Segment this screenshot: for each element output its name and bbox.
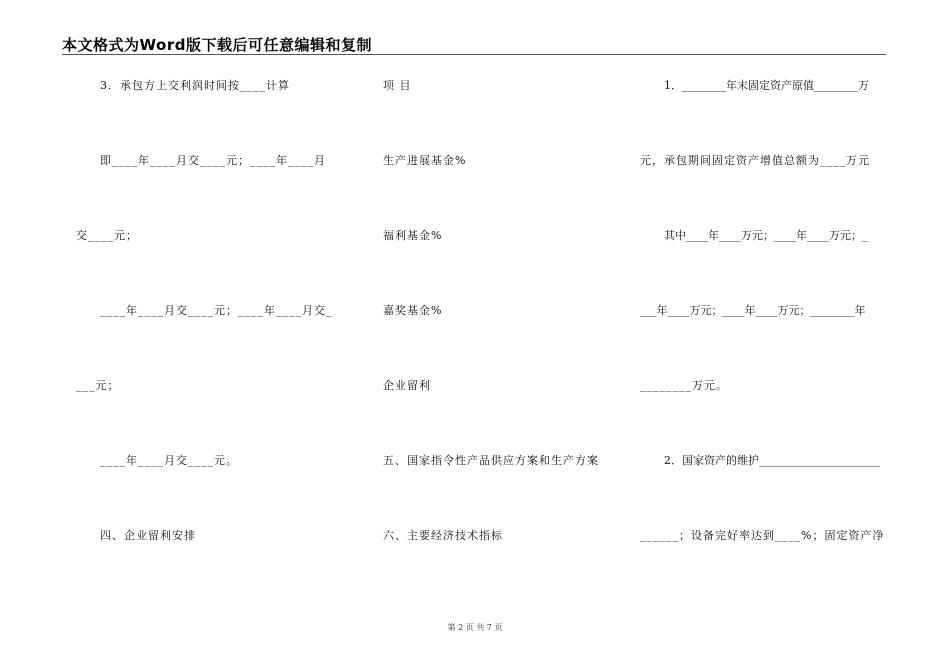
text-line: ____年____月交____元；____年____月交_ (100, 304, 333, 317)
text-line: 2．国家资产的维护______________________ (664, 454, 880, 467)
text-line: 3．承包方上交利润时间按____计算 (100, 79, 290, 92)
text-line: 其中____年____万元；____年____万元；_ (664, 229, 868, 242)
text-line: 交____元； (76, 229, 138, 242)
text-line: 项 目 (383, 79, 412, 92)
text-line: 生产进展基金% (383, 154, 467, 167)
text-line: 福利基金% (383, 229, 443, 242)
text-line: 1．________年末固定资产原值________万 (664, 79, 869, 92)
text-line: 即____年____月交____元；____年____月 (100, 154, 326, 167)
text-line: ____年____月交____元。 (100, 454, 238, 467)
text-line: 元，承包期间固定资产增值总额为____万元 (640, 154, 870, 167)
section-heading: 六、主要经济技术指标 (383, 529, 503, 542)
page-footer: 第 2 页 共 7 页 (447, 623, 503, 632)
text-line: ___元； (76, 379, 120, 392)
text-line: ___年____万元；____年____万元；________年 (640, 304, 866, 317)
section-heading: 五、国家指令性产品供应方案和生产方案 (383, 454, 599, 467)
section-heading: 四、企业留利安排 (100, 529, 196, 542)
page-header-title: 本文格式为Word版下载后可任意编辑和复制 (62, 36, 372, 54)
header-divider (62, 54, 886, 55)
text-line: ______；设备完好率达到____%；固定资产净 (640, 529, 885, 542)
text-line: 企业留利 (383, 379, 431, 392)
text-line: 嘉奖基金% (383, 304, 443, 317)
text-line: ________万元。 (640, 379, 728, 392)
